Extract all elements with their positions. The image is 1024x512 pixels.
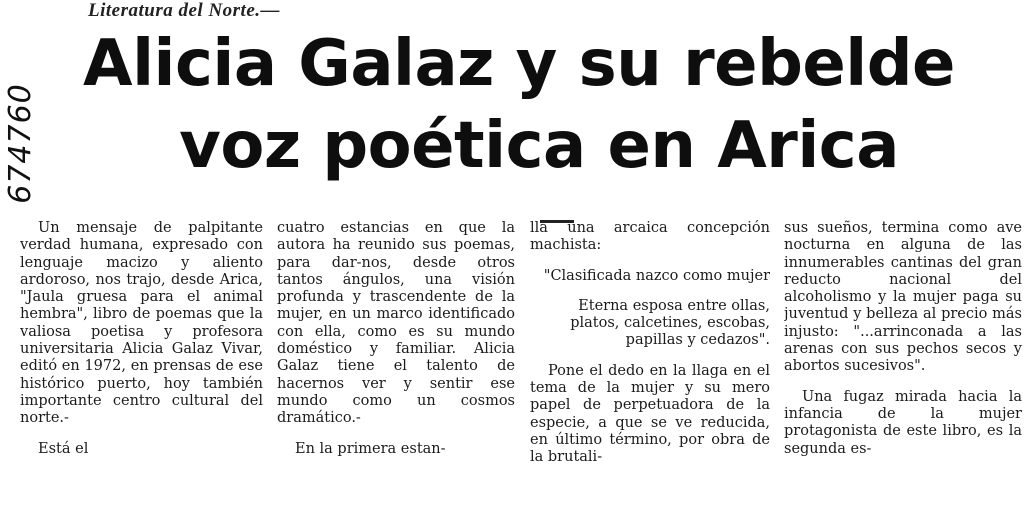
column-1-paragraph-1: Un mensaje de palpitante verdad humana, expresado con lenguaje macizo y aliento ardoroso, nos trajo, desde Arica, "Jaula gruesa para el animal hembra", libro de poemas que la valiosa poetisa y profesora universitaria Alicia Galaz Vivar, editó en 1972, en prensas de ese histórico puerto, hoy también importante centro cultural del norte.- <box>20 220 263 427</box>
column-3-paragraph-2: Pone el dedo en la llaga en el tema de la mujer y su mero papel de perpetuadora de la especie, a que se ve reducida, en último término, por obra de la brutali- <box>530 362 770 466</box>
column-1-paragraph-2: Está el <box>38 440 89 457</box>
column-3-verse-1: "Clasificada nazco como mujer <box>543 267 770 284</box>
article-column-1 <box>20 220 263 512</box>
column-4-paragraph-1: sus sueños, termina como ave nocturna en alguna de las innumerables cantinas del gran reducto nacional del alcoholismo y la mujer paga su juventud y belleza al precio más injusto: "...arrinconada a las arenas con sus pechos secos y abortos sucesivos". <box>784 220 1022 375</box>
headline-line-1: Alicia Galaz y su rebelde <box>83 27 955 101</box>
handwritten-margin-number-text: 674760 <box>2 82 38 204</box>
article-column-4 <box>784 220 1022 512</box>
column-2-paragraph-2: En la primera estan- <box>295 440 446 457</box>
column-4-paragraph-2: Una fugaz mirada hacia la infancia de la mujer protagonista de este libro, es la segunda es- <box>784 388 1022 457</box>
article-column-3 <box>530 220 770 512</box>
section-kicker: Literatura del Norte.— <box>88 0 281 21</box>
column-3-verse-2: Eterna esposa entre ollas, platos, calcetines, escobas, papillas y cedazos". <box>570 297 770 349</box>
column-2-paragraph-1: cuatro estancias en que la autora ha reunido sus poemas, para dar-nos, desde otros tantos ángulos, una visión profunda y trascendente de la mujer, en un marco identificado con ella, como es su mundo doméstico y familiar. Alicia Galaz tiene el talento de hacernos ver y sentir ese mundo como un cosmos dramático.- <box>277 220 515 427</box>
article-column-2 <box>277 220 515 512</box>
column-3-paragraph-1: lla una arcaica concepción machista: <box>530 220 770 254</box>
headline-line-2: voz poética en Arica <box>179 109 899 183</box>
